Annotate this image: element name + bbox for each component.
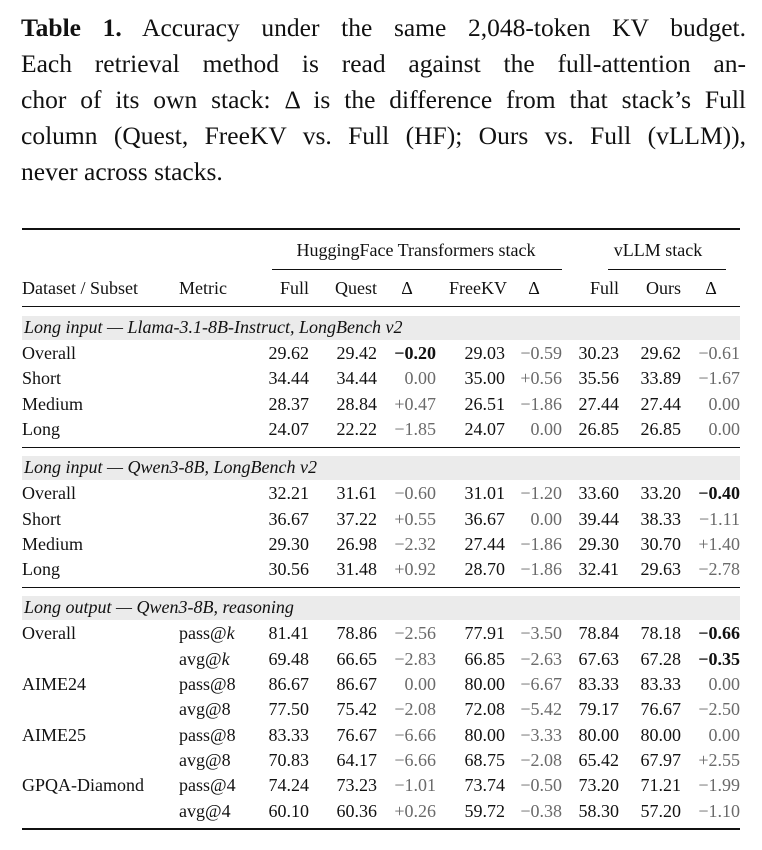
cell-freekv: 36.67: [464, 508, 505, 529]
cell-d3: 0.00: [708, 674, 740, 694]
cell-d2: −3.33: [520, 724, 562, 745]
cell-full-vllm: 73.20: [578, 775, 619, 796]
cell-ours: 29.62: [640, 343, 681, 363]
group-rule-vllm: [608, 269, 726, 270]
table-row: [22, 699, 740, 724]
cell-ours: 57.20: [640, 800, 681, 821]
cell-freekv: 28.70: [464, 559, 505, 580]
cell-full-vllm: 79.17: [578, 699, 619, 720]
cell-d3: −1.11: [699, 508, 740, 529]
cell-full-hf: 29.30: [268, 533, 309, 554]
header-full-hf: Full: [279, 278, 309, 298]
table-row: [22, 559, 740, 584]
cell-full-vllm: 78.84: [578, 623, 619, 644]
cell-ours: 33.20: [640, 483, 681, 504]
header-ours: Ours: [646, 278, 681, 298]
cell-d1: −1.85: [394, 418, 436, 439]
table-row: [22, 509, 740, 534]
cell-full-hf: 24.07: [268, 418, 309, 439]
cell-ours: 80.00: [640, 724, 681, 745]
cell-dataset: Overall: [22, 483, 76, 504]
cell-ours: 78.18: [640, 623, 681, 644]
cell-d2: −3.50: [520, 623, 562, 644]
cell-d2: −5.42: [520, 699, 562, 720]
cell-full-hf: 70.83: [268, 749, 309, 770]
table-caption: [21, 10, 746, 190]
cell-quest: 60.36: [336, 800, 377, 821]
header-dataset: Dataset / Subset: [22, 278, 138, 298]
cell-d2: −1.86: [520, 393, 562, 414]
caption-line-3: chor of its own stack: Δ is the difference from that stack’s Full: [21, 85, 746, 114]
table-row: [22, 368, 740, 393]
cell-d3: −0.35: [698, 648, 740, 669]
cell-metric: avg@8: [179, 749, 231, 770]
cell-freekv: 24.07: [464, 418, 505, 439]
header-d3: Δ: [705, 278, 717, 298]
cell-d2: −6.67: [520, 674, 562, 694]
cell-metric: [179, 623, 249, 644]
cell-quest: 29.42: [336, 343, 377, 363]
cell-quest: 31.61: [336, 483, 377, 504]
cell-ours: 76.67: [640, 699, 681, 720]
cell-full-hf: 86.67: [268, 674, 309, 694]
cell-d2: 0.00: [530, 508, 562, 529]
cell-d1: −2.56: [394, 623, 436, 644]
cell-d1: +0.92: [394, 559, 436, 580]
cell-dataset: AIME25: [22, 724, 86, 745]
metric-prefix: pass@: [179, 623, 227, 644]
cell-full-vllm: 30.23: [578, 343, 619, 363]
cell-quest: 86.67: [336, 674, 377, 694]
cell-d1: +0.55: [394, 508, 436, 529]
cell-dataset: Long: [22, 559, 60, 580]
group-header-hf: HuggingFace Transformers stack: [296, 240, 536, 260]
cell-quest: 78.86: [336, 623, 377, 644]
cell-freekv: 72.08: [464, 699, 505, 720]
cell-d3: +1.40: [698, 533, 740, 554]
cell-d2: −0.50: [520, 775, 562, 796]
cell-full-hf: 30.56: [268, 559, 309, 580]
cell-freekv: 27.44: [464, 533, 505, 554]
cell-d2: −1.20: [520, 483, 562, 504]
caption-line-1: [21, 10, 746, 46]
cell-d3: 0.00: [708, 418, 740, 439]
table-row: [22, 483, 740, 508]
cell-d3: −0.40: [698, 483, 740, 504]
cell-quest: 73.23: [336, 775, 377, 796]
cell-quest: 34.44: [336, 368, 377, 389]
cell-metric: avg@8: [179, 699, 231, 720]
cell-dataset: Short: [22, 508, 62, 529]
cell-full-vllm: 32.41: [578, 559, 619, 580]
cell-d3: +2.55: [698, 749, 740, 770]
cell-quest: 64.17: [336, 749, 377, 770]
cell-full-hf: 77.50: [268, 699, 309, 720]
cell-full-vllm: 33.60: [578, 483, 619, 504]
cell-quest: 66.65: [336, 648, 377, 669]
cell-quest: 31.48: [336, 559, 377, 580]
cell-dataset: GPQA-Diamond: [22, 775, 144, 796]
table-row: [22, 649, 740, 674]
cell-d2: 0.00: [530, 418, 562, 439]
cell-d1: −2.08: [394, 699, 436, 720]
cell-d3: −1.99: [698, 775, 740, 796]
header-d1: Δ: [401, 278, 413, 298]
header-rule: [22, 306, 740, 307]
table-row: [22, 674, 740, 699]
cell-freekv: 29.03: [464, 343, 505, 363]
cell-freekv: 73.74: [464, 775, 505, 796]
cell-d3: −2.78: [698, 559, 740, 580]
cell-full-vllm: 26.85: [578, 418, 619, 439]
cell-metric: pass@8: [179, 724, 236, 745]
cell-full-vllm: 83.33: [578, 674, 619, 694]
caption-line-2: Each retrieval method is read against the full-attention an-: [21, 49, 746, 78]
header-full-vllm: Full: [589, 278, 619, 298]
cell-dataset: Overall: [22, 343, 76, 363]
cell-d3: 0.00: [708, 393, 740, 414]
cell-d1: −1.01: [394, 775, 436, 796]
cell-full-vllm: 29.30: [578, 533, 619, 554]
cell-ours: 26.85: [640, 418, 681, 439]
cell-quest: 76.67: [336, 724, 377, 745]
header-quest: Quest: [335, 278, 377, 298]
cell-freekv: 80.00: [464, 674, 505, 694]
group-rule-hf: [272, 269, 562, 270]
cell-d3: −1.10: [698, 800, 740, 821]
cell-d2: −2.08: [520, 749, 562, 770]
caption-line-5: never across stacks.: [21, 157, 223, 186]
table-row: [22, 801, 740, 826]
section-title: Long input — Qwen3-8B, LongBench v2: [24, 457, 317, 478]
cell-full-vllm: 39.44: [578, 508, 619, 529]
cell-full-hf: 69.48: [268, 648, 309, 669]
cell-d3: −2.50: [698, 699, 740, 720]
cell-full-hf: 32.21: [268, 483, 309, 504]
cell-full-vllm: 58.30: [578, 800, 619, 821]
cell-d2: −0.59: [520, 343, 562, 363]
cell-full-vllm: 27.44: [578, 393, 619, 414]
cell-d1: −2.32: [394, 533, 436, 554]
cell-d3: −1.67: [698, 368, 740, 389]
cell-ours: 83.33: [640, 674, 681, 694]
cell-full-hf: 28.37: [268, 393, 309, 414]
table-row: [22, 343, 740, 368]
cell-freekv: 68.75: [464, 749, 505, 770]
metric-prefix: avg@: [179, 648, 222, 669]
cell-d2: −2.63: [520, 648, 562, 669]
cell-ours: 27.44: [640, 393, 681, 414]
cell-d2: −1.86: [520, 559, 562, 580]
metric-k: k: [221, 648, 230, 669]
cell-metric: pass@4: [179, 775, 236, 796]
cell-ours: 33.89: [640, 368, 681, 389]
section-title: Long input — Llama-3.1-8B-Instruct, LongBench v2: [24, 317, 403, 337]
section-rule: [22, 447, 740, 448]
table-row: [22, 419, 740, 444]
cell-full-hf: 74.24: [268, 775, 309, 796]
caption-text-1: Accuracy under the same 2,048-token KV budget.: [121, 13, 746, 42]
cell-quest: 75.42: [336, 699, 377, 720]
cell-dataset: Overall: [22, 623, 76, 644]
cell-d1: 0.00: [404, 368, 436, 389]
table-row: [22, 623, 740, 648]
cell-full-hf: 36.67: [268, 508, 309, 529]
cell-d3: 0.00: [708, 724, 740, 745]
cell-ours: 67.28: [640, 648, 681, 669]
metric-k: k: [226, 623, 235, 644]
cell-full-hf: 60.10: [268, 800, 309, 821]
cell-dataset: Medium: [22, 533, 83, 554]
cell-full-vllm: 65.42: [578, 749, 619, 770]
cell-d1: +0.47: [394, 393, 436, 414]
cell-full-hf: 81.41: [268, 623, 309, 644]
cell-dataset: AIME24: [22, 674, 86, 694]
cell-full-hf: 83.33: [268, 724, 309, 745]
section-title: Long output — Qwen3-8B, reasoning: [24, 597, 294, 618]
cell-d1: −6.66: [394, 749, 436, 770]
cell-full-hf: 34.44: [268, 368, 309, 389]
cell-ours: 30.70: [640, 533, 681, 554]
cell-freekv: 26.51: [464, 393, 505, 414]
cell-ours: 71.21: [640, 775, 681, 796]
cell-metric: [179, 649, 249, 670]
cell-d1: −2.83: [394, 648, 436, 669]
cell-dataset: Medium: [22, 393, 83, 414]
section-rule: [22, 587, 740, 588]
header-freekv: FreeKV: [449, 278, 507, 298]
cell-d2: −1.86: [520, 533, 562, 554]
cell-quest: 28.84: [336, 393, 377, 414]
cell-d2: +0.56: [520, 368, 562, 389]
cell-dataset: Long: [22, 418, 60, 439]
cell-d1: −0.20: [394, 343, 436, 363]
cell-metric: pass@8: [179, 674, 236, 694]
cell-full-vllm: 80.00: [578, 724, 619, 745]
table-bottom-rule: [22, 828, 740, 830]
cell-d1: +0.26: [394, 800, 436, 821]
cell-d1: −6.66: [394, 724, 436, 745]
table-row: [22, 775, 740, 800]
cell-d1: −0.60: [394, 483, 436, 504]
table-row: [22, 394, 740, 419]
cell-dataset: Short: [22, 368, 62, 389]
cell-freekv: 31.01: [464, 483, 505, 504]
caption-label: Table 1.: [21, 13, 122, 42]
header-d2: Δ: [528, 278, 540, 298]
cell-metric: avg@4: [179, 800, 231, 821]
cell-full-vllm: 35.56: [578, 368, 619, 389]
table-row: [22, 750, 740, 775]
cell-freekv: 66.85: [464, 648, 505, 669]
cell-d2: −0.38: [520, 800, 562, 821]
cell-d3: −0.61: [698, 343, 740, 363]
table-row: [22, 725, 740, 750]
cell-quest: 26.98: [336, 533, 377, 554]
table-row: [22, 534, 740, 559]
table-top-rule: [22, 228, 740, 230]
header-metric: Metric: [179, 278, 227, 298]
cell-freekv: 35.00: [464, 368, 505, 389]
cell-quest: 22.22: [336, 418, 377, 439]
cell-d3: −0.66: [698, 623, 740, 644]
cell-full-hf: 29.62: [268, 343, 309, 363]
cell-d1: 0.00: [404, 674, 436, 694]
cell-quest: 37.22: [336, 508, 377, 529]
cell-ours: 29.63: [640, 559, 681, 580]
cell-ours: 38.33: [640, 508, 681, 529]
caption-line-4: column (Quest, FreeKV vs. Full (HF); Ours vs. Full (vLLM)),: [21, 121, 746, 150]
group-header-vllm: vLLM stack: [613, 240, 703, 260]
cell-freekv: 77.91: [464, 623, 505, 644]
cell-full-vllm: 67.63: [578, 648, 619, 669]
cell-freekv: 80.00: [464, 724, 505, 745]
cell-ours: 67.97: [640, 749, 681, 770]
cell-freekv: 59.72: [464, 800, 505, 821]
